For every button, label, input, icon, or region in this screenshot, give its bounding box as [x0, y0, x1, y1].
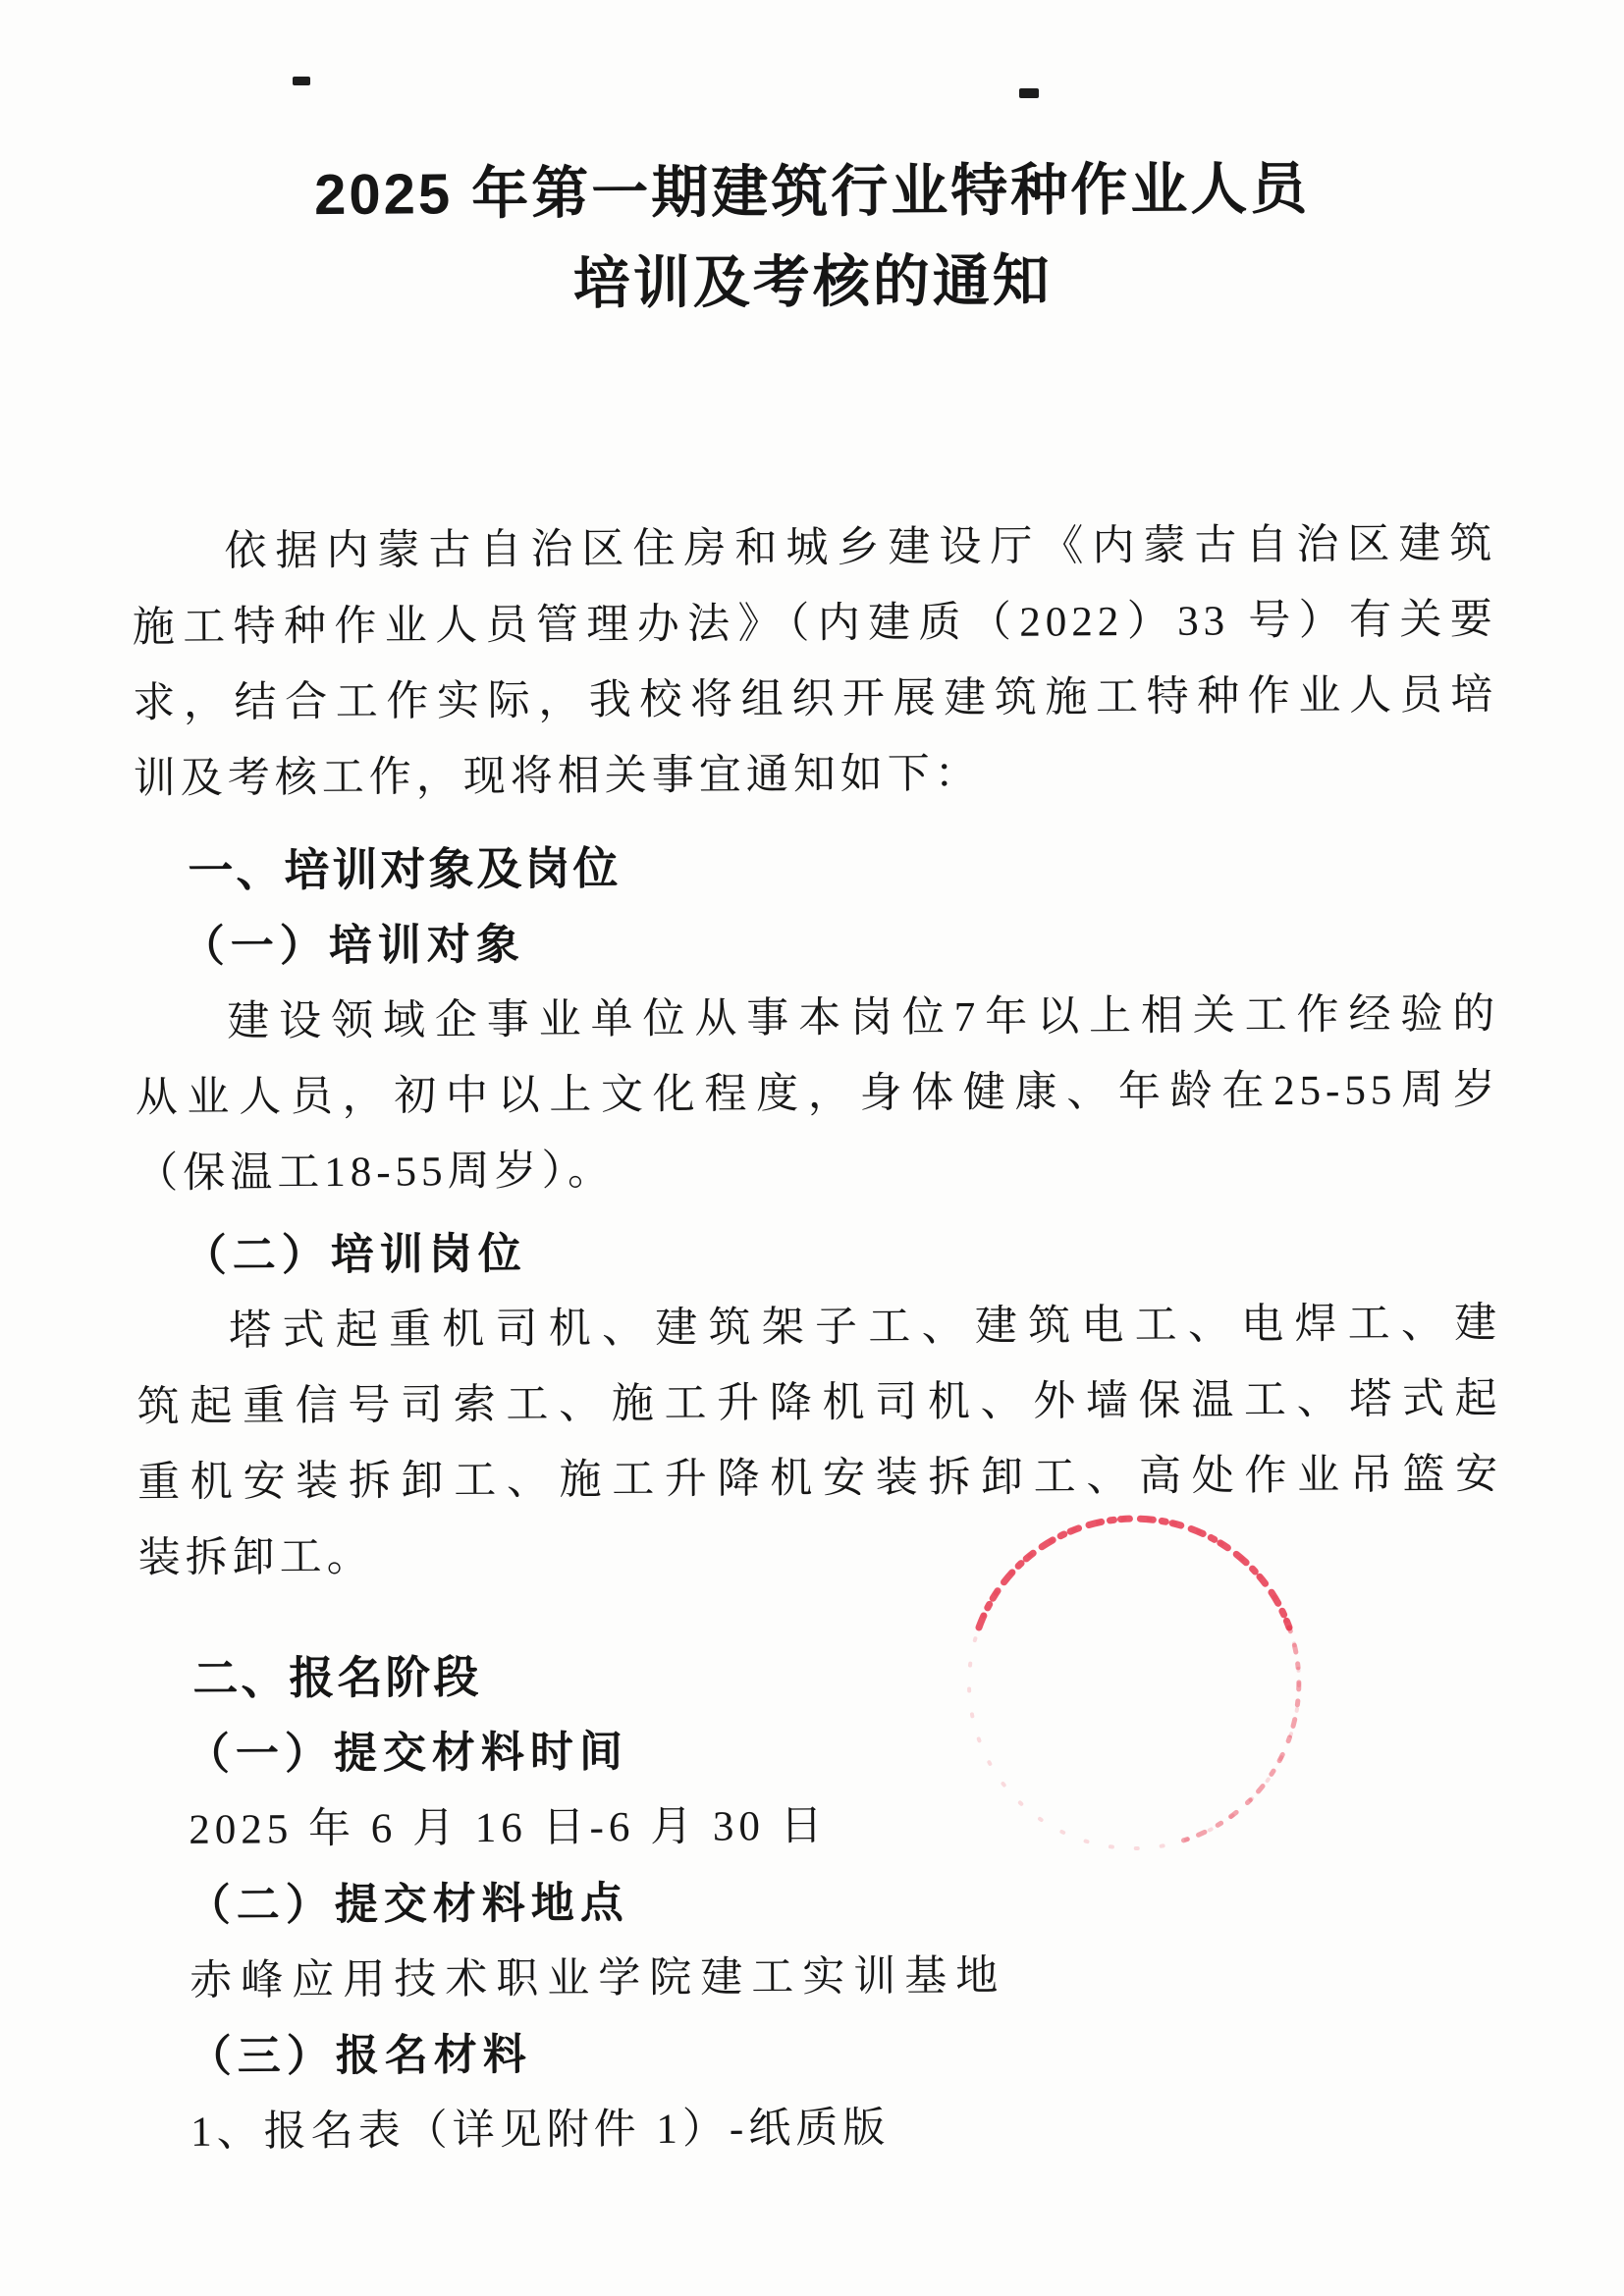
submission-place-heading: （二）提交材料地点: [187, 1879, 629, 1930]
training-target-line-1: 建设领域企事业单位从事本岗位7年以上相关工作经验的: [227, 990, 1500, 1045]
training-target-line-2: 从业人员，初中以上文化程度，身体健康、年龄在25-55周岁: [135, 1066, 1500, 1122]
notice-title-line1: 2025 年第一期建筑行业特种作业人员: [313, 156, 1311, 228]
submission-place-value: 赤峰应用技术职业学院建工实训基地: [189, 1952, 1007, 2004]
intro-line-4: 训及考核工作，现将相关事宜通知如下：: [133, 750, 982, 803]
training-posts-line-3: 重机安装拆卸工、施工升降机安装拆卸工、高处作业吊篮安: [137, 1451, 1503, 1507]
notice-document: [129, 0, 1506, 2170]
training-posts-heading: （二）培训岗位: [183, 1229, 527, 1280]
section2-heading: 二、报名阶段: [192, 1651, 482, 1704]
training-posts-line-2: 筑起重信号司索工、施工升降机司机、外墙保温工、塔式起: [136, 1375, 1502, 1431]
training-target-line-3: （保温工18-55周岁）。: [135, 1148, 616, 1198]
notice-title-line2: 培训及考核的通知: [572, 248, 1053, 316]
registration-material-item-1: 1、报名表（详见附件 1）-纸质版: [190, 2105, 891, 2156]
intro-line-3: 求，结合工作实际，我校将组织开展建筑施工特种作业人员培: [133, 671, 1498, 727]
section1-heading: 一、培训对象及岗位: [188, 842, 622, 896]
intro-line-2: 施工特种作业人员管理办法》（内建质（2022）33 号）有关要: [132, 596, 1497, 652]
training-posts-line-4: 装拆卸工。: [137, 1533, 374, 1582]
intro-line-1: 依据内蒙古自治区住房和城乡建设厅《内蒙古自治区建筑: [224, 520, 1497, 575]
registration-materials-heading: （三）报名材料: [188, 2030, 532, 2081]
training-posts-line-1: 塔式起重机司机、建筑架子工、建筑电工、电焊工、建: [229, 1300, 1502, 1355]
submission-time-heading: （一）提交材料时间: [186, 1728, 629, 1779]
submission-time-value: 2025 年 6 月 16 日-6 月 30 日: [189, 1802, 828, 1853]
training-target-heading: （一）培训对象: [181, 920, 525, 971]
